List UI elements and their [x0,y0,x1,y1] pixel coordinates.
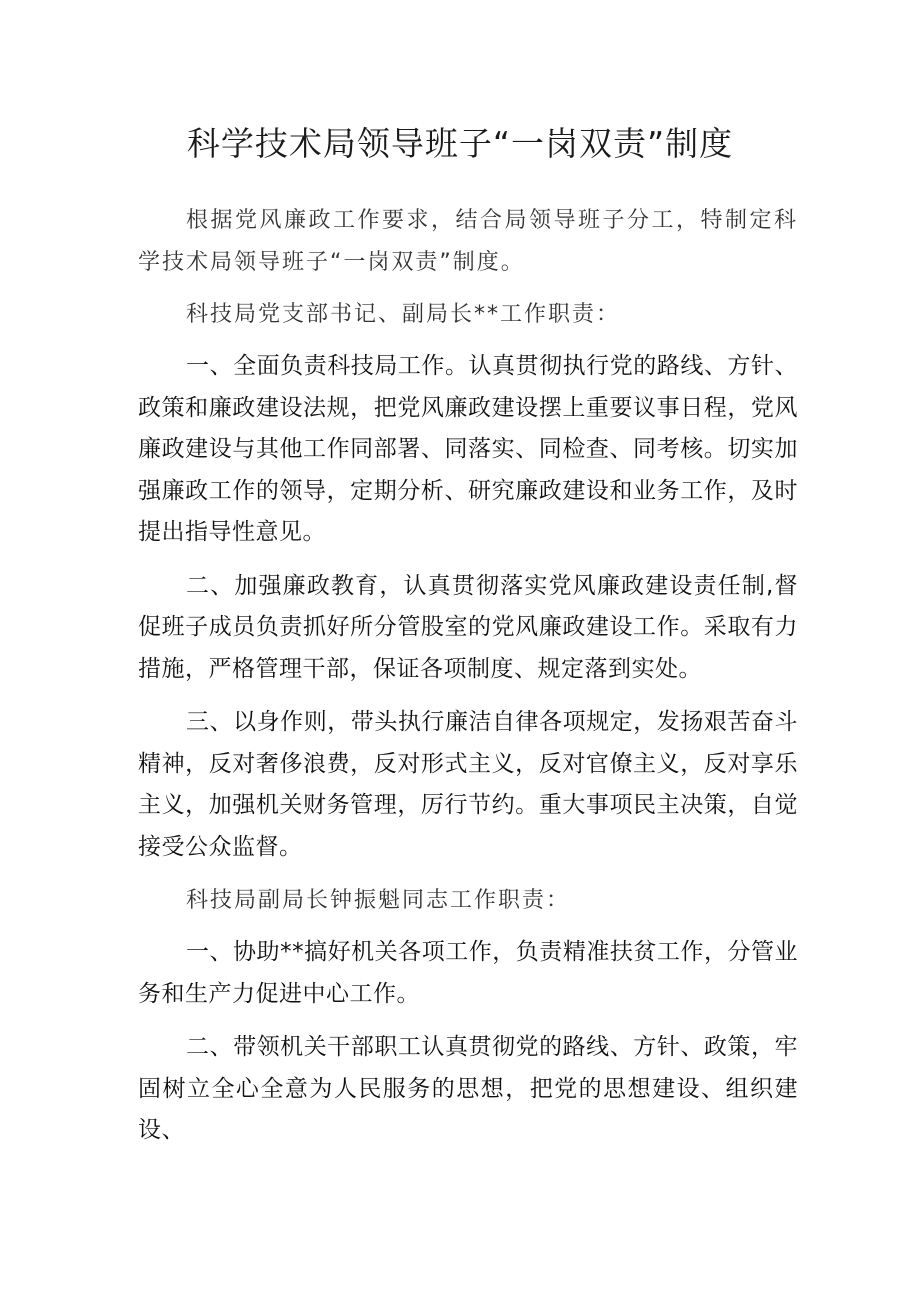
duty-paragraph-3: 三、以身作则，带头执行廉洁自律各项规定，发扬艰苦奋斗精神，反对奢侈浪费，反对形式主义，反对官僚主义，反对享乐主义，加强机关财务管理，厉行节约。重大事项民主决策，自觉接受公众监督。 [138,709,798,860]
duty-paragraph-1: 一、全面负责科技局工作。认真贯彻执行党的路线、方针、政策和廉政建设法规，把党风廉政建设摆上重要议事日程，党风廉政建设与其他工作同部署、同落实、同检查、同考核。切实加强廉政工作的领导，定期分析、研究廉政建设和业务工作，及时提出指导性意见。 [138,353,798,545]
duty-paragraph-2: 二、加强廉政教育，认真贯彻落实党风廉政建设责任制,督促班子成员负责抓好所分管股室的党风廉政建设工作。采取有力措施，严格管理干部，保证各项制度、规定落到实处。 [138,572,798,682]
intro-paragraph: 根据党风廉政工作要求，结合局领导班子分工，特制定科学技术局领导班子“一岗双责”制度。 [138,208,798,275]
document-body [138,200,798,1164]
document-title: 科学技术局领导班子“一岗双责”制度 [186,124,734,163]
section-heading-deputy: 科技局副局长钟振魁同志工作职责： [186,888,571,913]
section-heading-secretary: 科技局党支部书记、副局长**工作职责： [186,302,621,327]
deputy-duty-paragraph-2: 二、带领机关干部职工认真贯彻党的路线、方针、政策，牢固树立全心全意为人民服务的思想，把党的思想建设、组织建设、 [138,1034,798,1143]
deputy-duty-paragraph-1: 一、协助**搞好机关各项工作，负责精准扶贫工作，分管业务和生产力促进中心工作。 [138,939,798,1007]
